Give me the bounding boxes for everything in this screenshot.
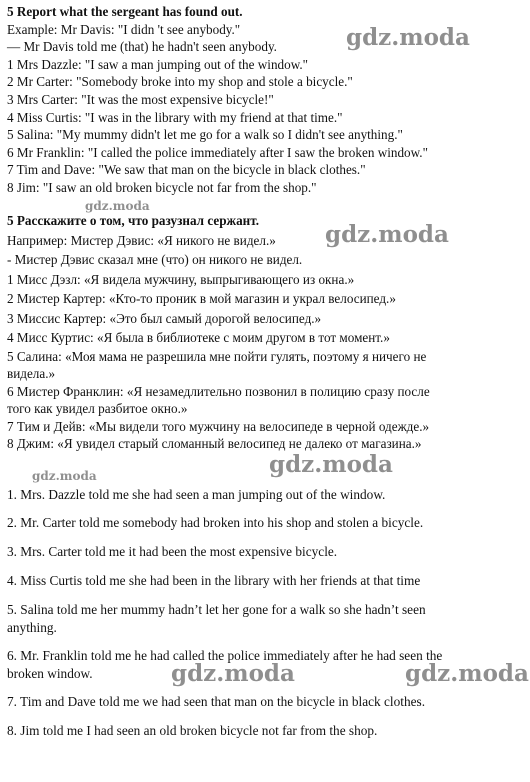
exercise-title: 5 Report what the sergeant has found out. — [7, 4, 243, 19]
translation-line: Например: Мистер Дэвис: «Я никого не видел.» — [7, 232, 276, 248]
translation-line: 3 Миссис Картер: «Это был самый дорогой велосипед.» — [7, 310, 322, 326]
exercise-item: 5 Salina: "My mummy didn't let me go for a walk so I didn't see anything." — [7, 127, 403, 143]
translation-line: 7 Тим и Дейв: «Мы видели того мужчину на велосипеде в черной одежде.» — [7, 418, 430, 434]
translation-title: 5 Расскажите о том, что разузнал сержант. — [7, 213, 260, 228]
exercise-russian — [7, 211, 527, 453]
watermark: gdz.moda — [405, 660, 529, 687]
exercise-item: 1 Mrs Dazzle: "I saw a man jumping out of the window." — [7, 56, 309, 72]
answer-item: broken window. — [7, 666, 93, 681]
answer-item: 1. Mrs. Dazzle told me she had seen a man jumping out of the window. — [7, 487, 386, 502]
exercise-item: 3 Mrs Carter: "It was the most expensive bicycle!" — [7, 91, 274, 107]
translation-line: - Мистер Дэвис сказал мне (что) он никого не видел. — [7, 252, 303, 267]
answer-item: 2. Mr. Carter told me somebody had broken into his shop and stolen a bicycle. — [7, 515, 424, 530]
watermark: gdz.moda — [269, 451, 393, 478]
answer-item: 3. Mrs. Carter told me it had been the most expensive bicycle. — [7, 544, 338, 559]
exercise-item: 7 Tim and Dave: "We saw that man on the bicycle in black clothes." — [7, 162, 366, 178]
example-answer-line: — Mr Davis told me (that) he hadn't seen anybody. — [7, 39, 277, 55]
answer-item: 4. Miss Curtis told me she had been in the library with her friends at that time — [7, 573, 421, 588]
translation-line: того как увидел разбитое окно.» — [7, 401, 188, 416]
answer-item: 7. Tim and Dave told me we had seen that man on the bicycle in black clothes. — [7, 694, 426, 709]
exercise-item: 8 Jim: "I saw an old broken bicycle not far from the shop." — [7, 179, 317, 195]
exercise-item: 6 Mr Franklin: "I called the police immediately after I saw the broken window." — [7, 144, 428, 160]
answer-item: 6. Mr. Franklin told me he had called the police immediately after he had seen the — [7, 648, 443, 663]
watermark: gdz.moda — [346, 24, 470, 51]
watermark: gdz.moda — [85, 199, 150, 213]
translation-line: 2 Мистер Картер: «Кто-то проник в мой магазин и украл велосипед.» — [7, 291, 396, 306]
translation-line: 1 Мисс Дэзл: «Я видела мужчину, выпрыгивающего из окна.» — [7, 271, 355, 287]
answer-item: 5. Salina told me her mummy hadn’t let her gone for a walk so she hadn’t seen — [7, 602, 426, 617]
translation-line: 4 Мисс Куртис: «Я была в библиотеке с моим другом в тот момент.» — [7, 330, 390, 345]
example-line: Example: Mr Davis: "I didn 't see anybody." — [7, 21, 241, 37]
translation-line: 6 Мистер Франклин: «Я незамедлительно позвонил в полицию сразу после — [7, 383, 430, 399]
translation-line: 5 Салина: «Моя мама не разрешила мне пойти гулять, поэтому я ничего не — [7, 348, 427, 364]
translation-line: 8 Джим: «Я увидел старый сломанный велосипед не далеко от магазина.» — [7, 436, 422, 451]
answer-item: 8. Jim told me I had seen an old broken bicycle not far from the shop. — [7, 723, 378, 738]
watermark: gdz.moda — [171, 660, 295, 687]
watermark: gdz.moda — [32, 469, 97, 483]
answer-item: anything. — [7, 620, 57, 635]
watermark: gdz.moda — [325, 221, 449, 248]
translation-line: видела.» — [7, 366, 56, 381]
exercise-item: 4 Miss Curtis: "I was in the library with my friend at that time." — [7, 109, 343, 125]
exercise-item: 2 Mr Carter: "Somebody broke into my shop and stole a bicycle." — [7, 74, 353, 90]
